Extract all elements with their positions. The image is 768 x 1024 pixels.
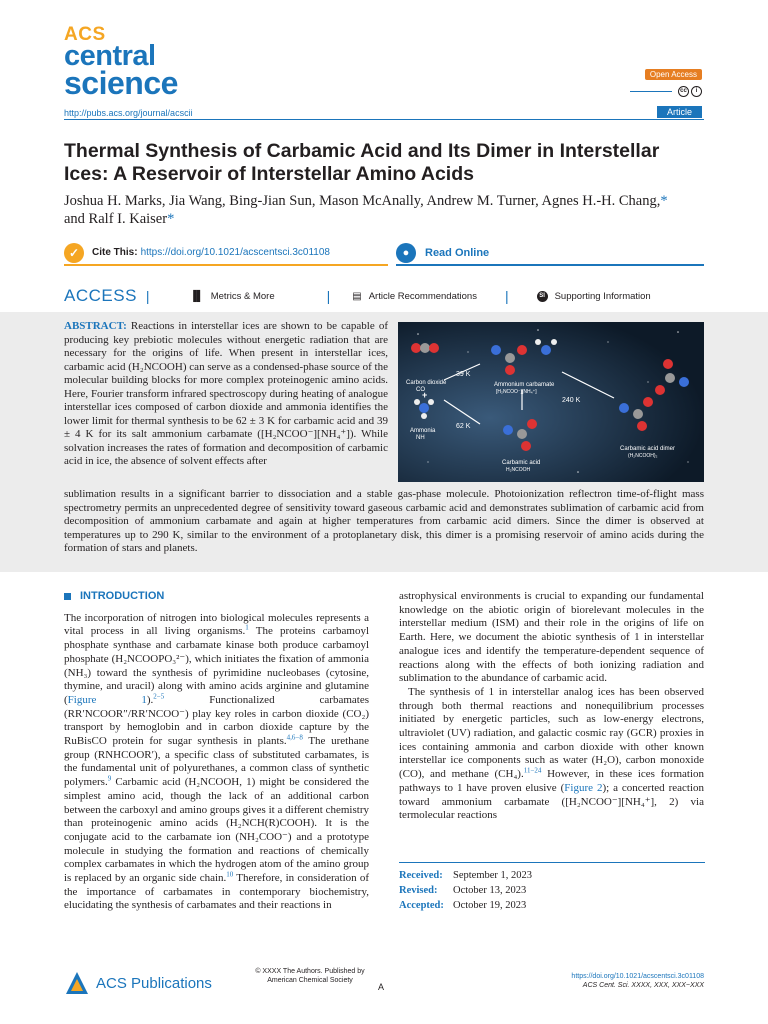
authors-part1: Joshua H. Marks, Jia Wang, Bing-Jian Sun, Mason McAnally, Andrew M. Turner, Agnes H.-H. Chang,	[64, 193, 661, 209]
figure-2-link[interactable]: Figure 2	[564, 781, 603, 794]
temp-240k: 240 K	[562, 397, 581, 404]
read-online-link[interactable]	[396, 241, 704, 266]
header-divider	[64, 119, 704, 120]
revised-label: Revised:	[399, 885, 438, 896]
cite-label: Cite This:	[92, 247, 138, 258]
access-bar	[64, 286, 704, 306]
co2-formula: CO	[416, 387, 425, 393]
carbamate-label: Ammonium carbamate	[494, 382, 555, 388]
abstract-text-top	[64, 320, 388, 469]
bar-separator-3: |	[504, 288, 509, 304]
co2-label: Carbon dioxide	[406, 380, 447, 386]
right2c: ); a concerted reaction toward ammonium carbamate ([H₂NCOO⁻][NH₄⁺], 2) via termolecular reactions	[399, 781, 705, 822]
right2b: However, in these ices formation pathways to 1 have proven elusive (	[399, 768, 704, 794]
abstract-top: Reactions in interstellar ices are shown to be capable of producing key prebiotic molecules without energetic radiation that are necessary for the origins of life. When present in interstellar ices, carbamic acid (H₂NCOOH) can serve as a condensed-phase source of the molecular building blocks for more complex proteinogenic amino acids. Here, Fourier transform infrared spectroscopy during heating of analogue interstellar ices composed of carbon dioxide and ammonia identifies the lower limit for thermal synthesis to be 62 ± 3 K for carbamic acid and 39 ± 4 K for its salt ammonium carbamate ([H₂NCOO⁻][NH₄⁺]). While solvation increases the rates of formation and decomposition of carbamic acid in ice, the absence of solvent effects after	[64, 320, 388, 467]
dates-divider	[399, 862, 705, 863]
read-online-label: Read Online	[425, 246, 490, 259]
by-icon: i	[691, 86, 702, 97]
metrics-button[interactable]	[190, 291, 275, 302]
ref-6[interactable]: 11−24	[523, 766, 542, 775]
author-list	[64, 192, 704, 228]
logo-central: central	[64, 40, 156, 73]
dimer-label: Carbamic acid dimer	[620, 446, 676, 452]
abstract-label: ABSTRACT:	[64, 320, 127, 332]
corresponding-star[interactable]: *	[660, 193, 668, 209]
figure-1-link[interactable]: Figure 1	[67, 693, 147, 706]
toc-svg	[398, 322, 704, 482]
si-icon: SI	[537, 291, 548, 302]
acid-label: Carbamic acid	[502, 460, 541, 466]
article-type-tag: Article	[657, 106, 702, 118]
revised-date: October 13, 2023	[453, 885, 527, 896]
journal-logo	[64, 24, 184, 102]
footer-citation	[520, 972, 704, 990]
footer-doi-link[interactable]: https://doi.org/10.1021/acscentsci.3c01108	[571, 973, 704, 980]
received-label: Received:	[399, 870, 443, 881]
abstract-text-bottom: sublimation results in a significant barrier to dissociation and a stable gas-phase molecule. Photoionization reflectron time-of-flight mass spectrometry permits an unprecedented degree of sensitivity toward gaseous carbamic acid and demonstrates sublimation of carbamic acid from decomposition of ammonium carbamate and again at higher temperatures from carbamic acid dimers. Since the dimer is observed at temperatures up to 290 K, similar to the environment of a protoplanetary disk, this dimer is a promising reservoir of amino acids during the formation of stars and planets.	[64, 488, 704, 554]
logo-acs: ACS	[64, 24, 106, 45]
p1f: Carbamic acid (H₂NCOOH, 1) might be considered the simplest amino acid, though the lack of an additional carbon between the carboxyl and amino groups gives it a different chemistry than proteinogenic amino acids (H₂NCH(R)COOH). It is the conjugate acid to the carbamate ion (NH₂COO⁻) and a prototype molecule in studying the formation and reactions of chemically complex carbamates in which the hydrogen atom of the amino group is replaced by an organic side chain.	[64, 776, 369, 885]
copyright-notice	[220, 968, 400, 985]
nh3-formula: NH	[416, 435, 425, 441]
ref-3[interactable]: 4,6−8	[286, 733, 303, 742]
document-icon: ▤	[352, 290, 362, 302]
copyright-line1: © XXXX The Authors. Published by	[255, 968, 365, 975]
temp-62k: 62 K	[456, 423, 471, 430]
body-right-column	[399, 590, 704, 823]
p1d: Functionalized carbamates (RR′NCOOR″/RR′NCOO⁻) play key roles in carbon dioxide (CO₂) transport by hemoglobin and in carbon dioxide capture by the RuBisCO protein for sugar synthesis in plants.	[64, 693, 369, 748]
plus-sign: +	[422, 390, 428, 400]
acs-publications-logo	[64, 970, 212, 996]
bar-chart-icon: ▐▌	[189, 290, 204, 302]
nh3-label: Ammonia	[410, 428, 436, 434]
cc-icon: cc	[678, 86, 689, 97]
ref-5[interactable]: 10	[226, 870, 234, 879]
supporting-label: Supporting Information	[554, 290, 651, 302]
logo-science: science	[64, 65, 178, 102]
copyright-line2: American Chemical Society	[267, 976, 353, 984]
intro-heading-text: INTRODUCTION	[80, 590, 165, 602]
footer-citation-text: ACS Cent. Sci. XXXX, XXX, XXX−XXX	[582, 982, 704, 989]
carbamate-formula: [H₂NCOO⁻][NH₄⁺]	[496, 389, 537, 395]
bar-separator: |	[145, 288, 150, 304]
received-date: September 1, 2023	[453, 870, 533, 881]
p1a: The incorporation of nitrogen into biological molecules represents a vital process in all living organisms.	[64, 611, 369, 638]
accepted-label: Accepted:	[399, 900, 444, 911]
body-left-column	[64, 590, 369, 913]
dimer-formula: (H₂NCOOH)₂	[628, 453, 658, 459]
article-title: Thermal Synthesis of Carbamic Acid and Its Dimer in Interstellar Ices: A Reservoir of Interstellar Amino Acids	[64, 140, 660, 185]
p1e: The urethane group (RNHCOOR′), a specific class of substituted carbamates, is the fundamental unit of polyurethanes, a common class of synthetic polymers.	[64, 735, 369, 789]
p1c: ).	[146, 693, 154, 706]
toc-graphic[interactable]	[398, 322, 704, 482]
intro-paragraph-2	[399, 686, 704, 823]
co2-molecule	[411, 343, 439, 353]
license-icons[interactable]	[630, 86, 702, 97]
intro-paragraph-1	[64, 612, 369, 913]
cite-doi-link[interactable]: https://doi.org/10.1021/acscentsci.3c01108	[140, 247, 330, 258]
license-rule	[630, 91, 672, 92]
page-number: A	[378, 982, 385, 992]
access-label: ACCESS	[64, 286, 137, 305]
corresponding-star-2[interactable]: *	[167, 211, 175, 227]
intro-paragraph-1-cont: astrophysical environments is crucial to expanding our fundamental knowledge on the abiotic origin of biorelevant molecules in the interstellar medium (ISM) and their role in the origins of life on Earth. Here, we document the abiotic synthesis of 1 in interstellar analogue ices and identify the temperature-dependent sequence of reactions along with the effects of both ionizing radiation and sublimation to the abundance of carbamic acid.	[399, 590, 704, 685]
article-dates	[399, 868, 532, 913]
ref-1[interactable]: 1	[245, 623, 249, 632]
supporting-info-button[interactable]	[537, 291, 651, 302]
p1g: Therefore, in consideration of the importance of carbamates in contemporary biochemistry, elucidating the synthesis of carbamates and their reactions in	[64, 872, 369, 912]
accepted-date: October 19, 2023	[453, 900, 527, 911]
p1b: The proteins carbamoyl phosphate synthase and carbamate kinase both produce carbamoyl phosphate (H₂NCOOPO₃²⁻), which initiates the fixation of ammonia (NH₃) toward the synthesis of pyrimidine nucleobases (cytosine, thymine, and uracil) along with amino acids arginine and glutamine (	[64, 625, 370, 706]
check-icon: ✓	[64, 243, 84, 263]
acid-formula: H₂NCOOH	[506, 467, 531, 473]
recommendations-label: Article Recommendations	[368, 290, 477, 302]
publisher-name: ACS Publications	[96, 974, 212, 992]
metrics-label: Metrics & More	[210, 290, 275, 302]
ref-4[interactable]: 9	[107, 774, 112, 783]
bar-separator-2: |	[326, 288, 331, 304]
intro-heading	[64, 590, 369, 604]
section-square-icon	[64, 593, 71, 600]
journal-url[interactable]: http://pubs.acs.org/journal/acscii	[64, 108, 193, 118]
ref-2[interactable]: 2−5	[153, 692, 165, 701]
acs-triangle-icon	[64, 970, 90, 996]
right2a: The synthesis of 1 in interstellar analog ices has been observed through both thermal reactions and nonequilibrium processes initiated by energetic particles, such as low-energy electrons, ultraviolet (UV) radiation, and galactic cosmic ray (GCR) proxies in ices containing ammonia and carbon dioxide with other known interstellar ice components such as water (H₂O), carbon monoxide (CO), and methane (CH₄).	[399, 685, 704, 781]
temp-39k: 39 K	[456, 371, 471, 378]
globe-icon: ●	[396, 243, 416, 263]
authors-part2: and Ralf I. Kaiser	[64, 211, 168, 227]
open-access-badge[interactable]: Open Access	[645, 69, 702, 80]
recommendations-button[interactable]	[352, 291, 477, 302]
cite-this-box	[64, 241, 388, 266]
